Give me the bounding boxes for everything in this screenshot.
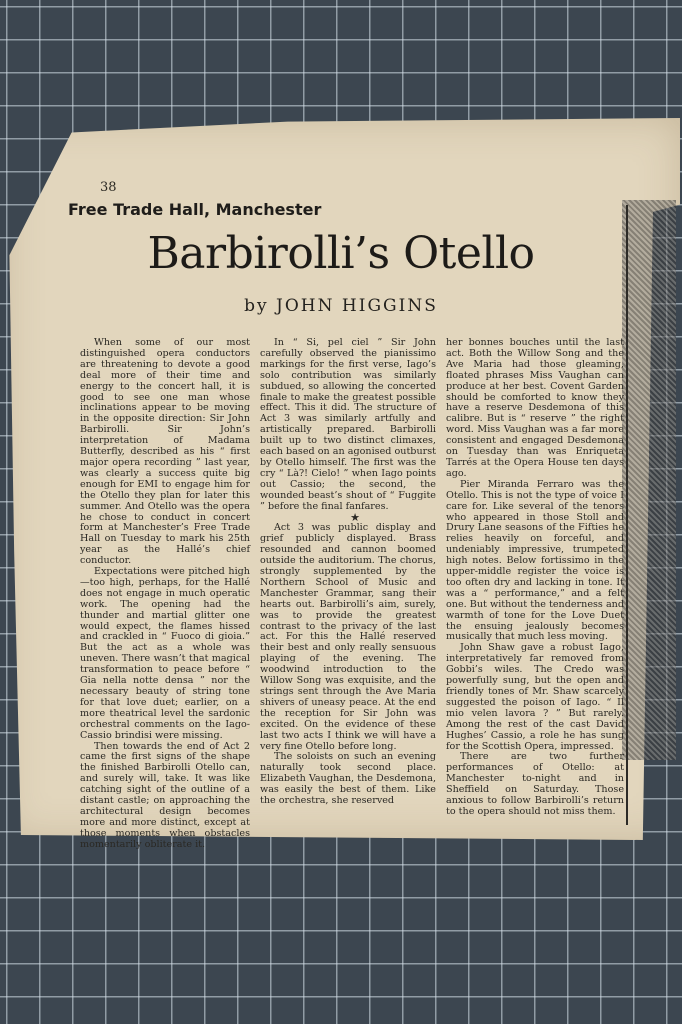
paragraph: The soloists on such an evening naturally took second place. Elizabeth Vaughan, the Desdemona, was easily the best of them. Like the orchestra, she reserved [260,751,436,807]
paragraph: Pier Miranda Ferraro was the Otello. This is not the type of voice I care for. Like several of the tenors who appeared in those Stoll and Drury Lane seasons of the Fifties he relies heavily on forceful, and undeniably impressive, trumpeted high notes. Below fortissimo in the upper-middle register the voice is too often dry and lacking in tone. It was a “ performance,” and a felt one. But without the tenderness and warmth of tone for the Love Duet the ensuing jealously becomes musically that much less moving. [446,478,624,643]
paragraph: There are two further performances of Otello: at Manchester to-night and in Sheffield on Saturday. Those anxious to follow Barbirolli’s return to the opera should not miss them. [446,751,624,817]
paragraph: Then towards the end of Act 2 came the first signs of the shape the finished Barbirolli Otello can, and surely will, take. It was like catching sight of the outline of a distant castle; on approaching the architectural design becomes more and more distinct, except at those moments when obstacles momentarily obliterate it. [80,740,250,850]
adjacent-column-fragment [622,200,676,760]
article-column-3 [446,338,624,818]
article-column-1 [80,338,250,851]
paragraph: Expectations were pitched high—too high, perhaps, for the Hallé does not engage in much operatic work. The opening had the thunder and martial glitter one would expect, the flames hissed and crackled in “ Fuoco di gioia.” But the act as a whole was uneven. There wasn’t that magical transformation to peace before “ Gia nella notte densa ” nor the necessary beauty of string tone for that love duet; earlier, on a more theatrical level the sardonic orchestral comments on the Iago-Cassio brindisi were missing. [80,566,250,741]
paragraph: Act 3 was public display and grief publicly displayed. Brass resounded and cannon boomed outside the auditorium. The chorus, strongly supplemented by the Northern School of Music and Manchester Grammar, sang their hearts out. Barbirolli’s aim, surely, was to provide the greatest contrast to the privacy of the last act. For this the Hallé reserved their best and only really sensuous playing of the evening. The woodwind introduction to the Willow Song was exquisite, and the strings sent through the Ave Maria shivers of uneasy peace. At the end the reception for Sir John was excited. On the evidence of these last two acts I think we will have a very fine Otello before long. [260,522,436,752]
byline: by JOHN HIGGINS [244,296,438,316]
paragraph: her bonnes bouches until the last act. Both the Willow Song and the Ave Maria had those gleaming, floated phrases Miss Vaughan can produce at her best. Covent Garden should be comforted to know they have a reserve Desdemona of this calibre. But is “ reserve ” the right word. Miss Vaughan was a far more consistent and engaged Desdemona on Tuesday than was Enriqueta Tarrés at the Opera House ten days ago. [446,337,624,479]
headline: Barbirolli’s Otello [147,228,535,279]
paragraph: John Shaw gave a robust Iago, interpretatively far removed from Gobbi’s wiles. The Credo was powerfully sung, but the open and friendly tones of Mr. Shaw scarcely suggested the poison of Iago. “ Il mio velen lavora ? ” But rarely. Among the rest of the cast David Hughes’ Cassio, a role he has sung for the Scottish Opera, impressed. [446,642,624,752]
page-number: 38 [100,180,117,195]
paragraph: When some of our most distinguished opera conductors are threatening to devote a good deal more of their time and energy to the concert hall, it is good to see one man whose inclinations appear to be moving in the opposite direction: Sir John Barbirolli. Sir John’s interpretation of Madama Butterfly, described as his “ first major opera recording ” last year, was clearly a success quite big enough for EMI to engage him for the Otello they plan for later this summer. And Otello was the opera he chose to conduct in concert form at Manchester’s Free Trade Hall on Tuesday to mark his 25th year as the Hallé’s chief conductor. [80,337,250,567]
paragraph: In “ Si, pel ciel ” Sir John carefully observed the pianissimo markings for the first verse, Iago’s solo contribution was similarly subdued, so allowing the concerted finale to make the greatest possible effect. This it did. The structure of Act 3 was similarly artfully and artistically prepared. Barbirolli built up to two distinct climaxes, each based on an agonised outburst by Otello himself. The first was the cry “ Là?! Cielo! ” when Iago points out Cassio; the second, the wounded beast’s shout of “ Fuggite ” before the final fanfares. [260,337,436,512]
venue-kicker: Free Trade Hall, Manchester [68,200,322,219]
section-break-star: ★ [350,510,360,524]
article-column-2 [260,338,436,807]
